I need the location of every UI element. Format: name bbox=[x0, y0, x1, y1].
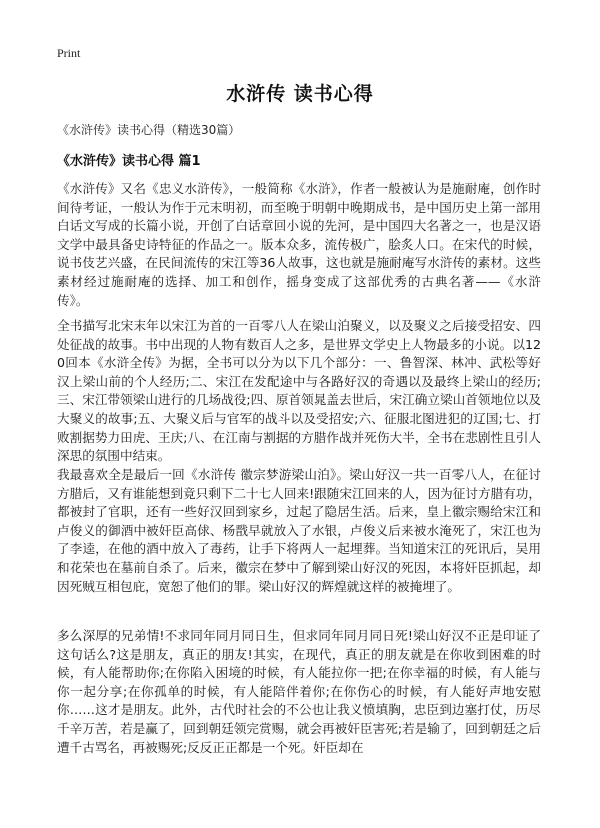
document-subtitle: 《水浒传》读书心得（精选30篇） bbox=[57, 123, 241, 137]
paragraph-1: 《水浒传》又名《忠义水浒传》，一般简称《水浒》，作者一般被认为是施耐庵，创作时间待考证，一般认为作于元末明初，而至晚于明朝中晚期成书，是中国历史上第一部用白话文写成的长篇小说，开创了白话章回小说的先河，是中国四大名著之一，也是汉语文学中最具备史诗特征的作品之一。版本众多，流传极广，脍炙人口。在宋代的时候，说书伎艺兴盛，在民间流传的宋江等36人故事，这也就是施耐庵写水浒传的素材。这些素材经过施耐庵的选择、加工和创作，摇身变成了这部优秀的古典名著——《水浒传》。 bbox=[57, 181, 541, 308]
paragraph-3: 我最喜欢全是最后一回《水浒传 徽宗梦游梁山泊》。梁山好汉一共一百零八人，在征讨方腊后，又有谁能想到竟只剩下二十七人回来!跟随宋江回来的人，因为征讨方腊有功，都被封了官职，还有一些好汉回到家乡，过起了隐居生活。后来，皇上徽宗赐给宋江和卢俊义的御酒中被奸臣高俅、杨戬早就放入了水银，卢俊义后来被水淹死了，宋江也为了李逵，在他的酒中放入了毒药，让手下将两人一起埋葬。当知道宋江的死讯后，吴用和花荣也在墓前自杀了。后来，徽宗在梦中了解到梁山好汉的死因，本将奸臣抓起，却因死贼互相包庇，宽恕了他们的罪。梁山好汉的辉煌就这样的被掩埋了。 bbox=[57, 467, 541, 594]
paragraph-2: 全书描写北宋末年以宋江为首的一百零八人在梁山泊聚义，以及聚义之后接受招安、四处征战的故事。书中出现的人物有数百人之多，是世界文学史上人物最多的小说。以120回本《水浒全传》为据，全书可以分为以下几个部分：一、鲁智深、林冲、武松等好汉上梁山前的个人经历;二、宋江在发配途中与各路好汉的奇遇以及最终上梁山的经历;三、宋江带领梁山进行的几场战役;四、原首领晁盖去世后，宋江确立梁山首领地位以及大聚义的故事;五、大聚义后与官军的战斗以及受招安;六、征服北图进犯的辽国;七、打败割据势力田虎、王庆;八、在江南与割据的方腊作战并死伤大半，全书在悲剧性且引人深思的氛围中结束。 bbox=[57, 318, 541, 464]
page-title: 水浒传 读书心得 bbox=[226, 83, 374, 105]
section-heading: 《水浒传》读书心得 篇1 bbox=[57, 154, 201, 169]
paragraph-4: 多么深厚的兄弟情!不求同年同月同日生，但求同年同月同日死!梁山好汉不正是印证了这句话么?这是朋友，真正的朋友!其实，在现代，真正的朋友就是在你收到困难的时候，有人能帮助你;在你陷入困境的时候，有人能拉你一把;在你幸福的时候，有人能与你一起分享;在你孤单的时候，有人能陪伴着你;在你伤心的时候，有人能好声地安慰你……这才是朋友。此外，古代时社会的不公也让我义愤填胸，忠臣到边塞打仗，历尽千辛万苦，若是赢了，回到朝廷领完赏赐，就会再被奸臣害死;若是输了，回到朝廷之后遭千古骂名，再被赐死;反反正正都是一个死。奸臣却在 bbox=[57, 628, 541, 755]
print-link[interactable]: Print bbox=[57, 46, 81, 60]
